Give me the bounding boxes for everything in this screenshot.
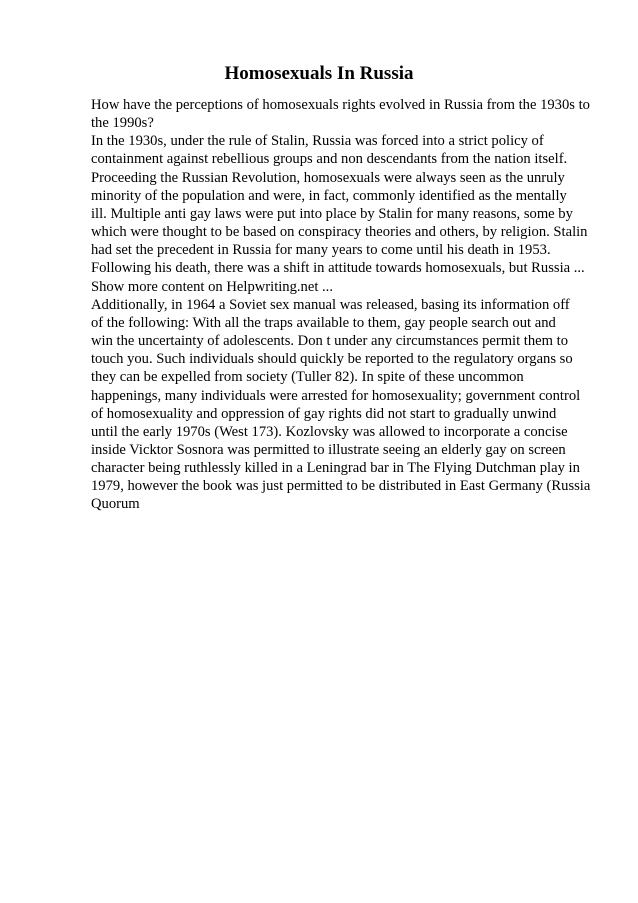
body-line: they can be expelled from society (Tuller 82). In spite of these uncommon bbox=[91, 369, 524, 386]
body-line: win the uncertainty of adolescents. Don t under any circumstances permit them to bbox=[91, 333, 568, 350]
body-line: ill. Multiple anti gay laws were put into place by Stalin for many reasons, some by bbox=[91, 205, 573, 222]
body-line: had set the precedent in Russia for many years to come until his death in 1953. bbox=[91, 242, 551, 259]
document-title: Homosexuals In Russia bbox=[224, 63, 414, 84]
body-line: containment against rebellious groups and non descendants from the nation itself. bbox=[91, 151, 568, 168]
body-line: the 1990s? bbox=[91, 115, 154, 132]
body-line: Following his death, there was a shift in attitude towards homosexuals, but Russia ... bbox=[91, 260, 585, 277]
body-line: 1979, however the book was just permitted to be distributed in East Germany (Russia bbox=[91, 478, 591, 495]
document-body bbox=[91, 96, 591, 514]
body-line: In the 1930s, under the rule of Stalin, Russia was forced into a strict policy of bbox=[91, 133, 544, 150]
body-line: of the following: With all the traps available to them, gay people search out and bbox=[91, 314, 556, 331]
body-line: which were thought to be based on conspiracy theories and others, by religion. Stalin bbox=[91, 224, 588, 241]
body-line: How have the perceptions of homosexuals rights evolved in Russia from the 1930s to bbox=[91, 97, 590, 113]
body-line: Proceeding the Russian Revolution, homosexuals were always seen as the unruly bbox=[91, 169, 565, 186]
show-more-link[interactable]: Show more content on Helpwriting.net ... bbox=[91, 278, 333, 295]
body-line: character being ruthlessly killed in a Leningrad bar in The Flying Dutchman play in bbox=[91, 460, 580, 477]
body-line: happenings, many individuals were arrested for homosexuality; government control bbox=[91, 387, 581, 404]
body-line: inside Vicktor Sosnora was permitted to illustrate seeing an elderly gay on screen bbox=[91, 441, 566, 458]
body-line: until the early 1970s (West 173). Kozlovsky was allowed to incorporate a concise bbox=[91, 423, 568, 440]
body-line: Additionally, in 1964 a Soviet sex manual was released, basing its information off bbox=[91, 296, 570, 313]
body-line: Quorum bbox=[91, 496, 140, 513]
body-line: touch you. Such individuals should quickly be reported to the regulatory organs so bbox=[91, 351, 573, 368]
body-line: of homosexuality and oppression of gay rights did not start to gradually unwind bbox=[91, 405, 557, 422]
body-line: minority of the population and were, in fact, commonly identified as the mentally bbox=[91, 187, 567, 204]
